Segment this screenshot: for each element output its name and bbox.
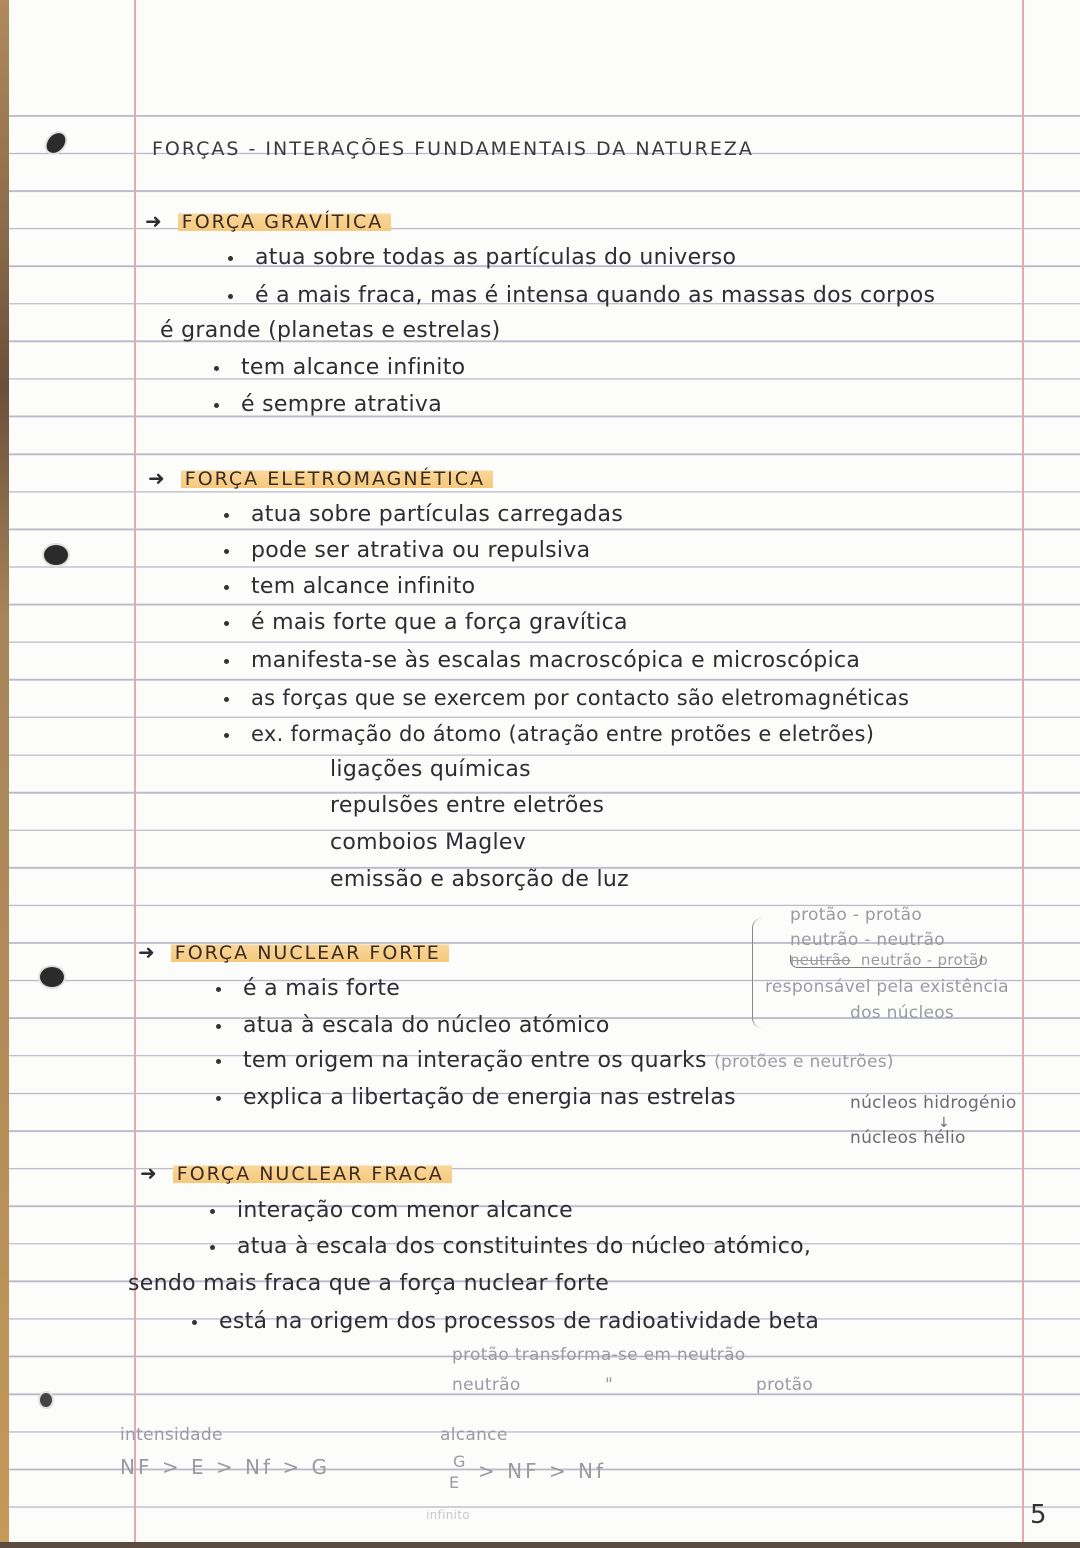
left-margin-line (134, 0, 136, 1548)
fusion-note-helium: núcleos hélio (850, 1128, 966, 1148)
bullet-icon (224, 697, 229, 702)
bullet-icon (214, 403, 219, 408)
bullet-icon (224, 733, 229, 738)
list-item: as forças que se exercem por contacto são eletromagnéticas (224, 683, 909, 713)
arrow-icon: ➜ (138, 940, 157, 964)
example-item: emissão e absorção de luz (330, 867, 630, 892)
arrow-icon: ➜ (145, 209, 164, 233)
page-bottom-edge (0, 1542, 1080, 1548)
list-item-continuation: é grande (planetas e estrelas) (160, 318, 501, 343)
bullet-icon (228, 294, 233, 299)
bullet-icon (224, 621, 229, 626)
binder-hole (40, 1393, 52, 1407)
intensity-order: NF > E > Nf > G (120, 1455, 331, 1479)
beta-note: protão (756, 1375, 814, 1395)
down-arrow-icon: ↓ (938, 1115, 951, 1131)
side-note-underbrace (790, 955, 982, 968)
section-heading-eletromagnetica: ➜ FORÇA ELETROMAGNÉTICA (148, 463, 493, 494)
list-item: explica a libertação de energia nas estrelas (216, 1083, 736, 1113)
bullet-icon (224, 513, 229, 518)
list-item: atua sobre partículas carregadas (224, 500, 623, 530)
beta-note-ditto: " (605, 1375, 614, 1395)
list-item: ex. formação do átomo (atração entre protões e eletrões) (224, 719, 874, 749)
list-item: é a mais fraca, mas é intensa quando as massas dos corpos (228, 281, 935, 311)
list-item: atua sobre todas as partículas do universo (228, 243, 736, 273)
intensity-label: intensidade (120, 1425, 223, 1445)
bullet-icon (216, 1024, 221, 1029)
bullet-icon (216, 1059, 221, 1064)
beta-note: neutrão (452, 1375, 521, 1395)
list-item: pode ser atrativa ou repulsiva (224, 536, 590, 566)
quarks-note: (protões e neutrões) (714, 1052, 894, 1072)
range-top: G (453, 1452, 466, 1471)
example-item: repulsões entre eletrões (330, 793, 605, 818)
section-heading-nuclear-forte: ➜ FORÇA NUCLEAR FORTE (138, 937, 449, 968)
list-item: atua à escala do núcleo atómico (216, 1011, 610, 1041)
list-item: tem alcance infinito (224, 572, 475, 602)
beta-note: protão transforma-se em neutrão (452, 1345, 746, 1365)
page-title: FORÇAS - INTERAÇÕES FUNDAMENTAIS DA NATUREZA (152, 138, 754, 160)
notebook-binding (0, 0, 9, 1548)
example-item: ligações químicas (330, 757, 531, 782)
example-item: comboios Maglev (330, 830, 527, 855)
list-item: é a mais forte (216, 974, 400, 1004)
bullet-icon (214, 366, 219, 371)
bullet-icon (224, 659, 229, 664)
list-item: é sempre atrativa (214, 390, 442, 420)
side-note-text: dos núcleos (850, 1003, 955, 1023)
list-item: está na origem dos processos de radioatividade beta (192, 1307, 819, 1337)
side-note-text: responsável pela existência (765, 977, 1009, 997)
list-item: é mais forte que a força gravítica (224, 608, 628, 638)
bullet-icon (210, 1245, 215, 1250)
range-label: alcance (440, 1425, 508, 1445)
bullet-icon (224, 549, 229, 554)
list-item-continuation: sendo mais fraca que a força nuclear forte (128, 1271, 610, 1296)
range-bottom: E (449, 1473, 460, 1492)
side-note-pair: neutrão - neutrão (790, 930, 946, 950)
bullet-icon (224, 585, 229, 590)
fusion-note-hydrogen: núcleos hidrogénio (850, 1093, 1017, 1113)
range-note: infinito (426, 1508, 470, 1522)
arrow-icon: ➜ (148, 466, 167, 490)
bullet-icon (228, 256, 233, 261)
arrow-icon: ➜ (140, 1161, 159, 1185)
bullet-icon (192, 1320, 197, 1325)
side-note-pair: protão - protão (790, 905, 923, 925)
side-note-brace (752, 918, 763, 1028)
binder-hole (44, 545, 68, 565)
list-item: interação com menor alcance (210, 1196, 573, 1226)
bullet-icon (210, 1209, 215, 1214)
list-item: manifesta-se às escalas macroscópica e microscópica (224, 646, 860, 676)
binder-hole (40, 967, 64, 987)
range-order: > NF > Nf (478, 1459, 607, 1483)
bullet-icon (216, 1096, 221, 1101)
side-note-pair: neutrão neutrão - protão (790, 951, 989, 969)
right-margin-line (1022, 0, 1024, 1548)
list-item: tem origem na interação entre os quarks (protões e neutrões) (216, 1046, 894, 1077)
list-item: atua à escala dos constituintes do núcleo atómico, (210, 1232, 811, 1262)
list-item: tem alcance infinito (214, 353, 465, 383)
section-heading-nuclear-fraca: ➜ FORÇA NUCLEAR FRACA (140, 1158, 452, 1189)
bullet-icon (216, 987, 221, 992)
page-number: 5 (1030, 1500, 1047, 1530)
section-heading-gravitica: ➜ FORÇA GRAVÍTICA (145, 206, 391, 237)
